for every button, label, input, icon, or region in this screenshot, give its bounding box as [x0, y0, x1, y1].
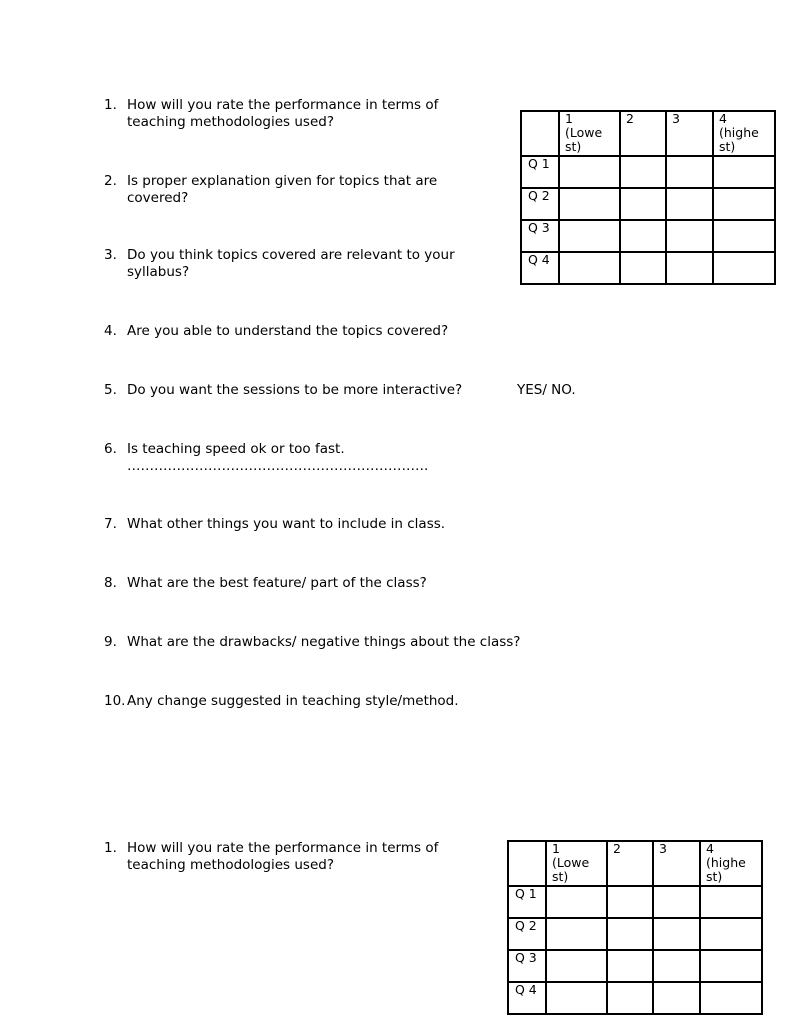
table-row: [508, 886, 762, 918]
rating-cell[interactable]: [559, 252, 620, 284]
question-number: 1.: [104, 840, 117, 856]
question-text: Is teaching speed ok or too fast.: [127, 441, 345, 457]
question-number: 6.: [104, 441, 117, 457]
rating-cell[interactable]: [620, 252, 666, 284]
rating-cell[interactable]: [559, 156, 620, 188]
rating-table: [520, 110, 776, 285]
row-label: Q 4: [521, 252, 559, 284]
rating-cell[interactable]: [559, 220, 620, 252]
header-rating-2: 2: [620, 111, 666, 156]
row-label: Q 3: [521, 220, 559, 252]
row-label: Q 1: [521, 156, 559, 188]
rating-cell[interactable]: [620, 220, 666, 252]
yes-no-options: YES/ NO.: [517, 382, 576, 398]
table-header-row: [508, 841, 762, 886]
question-3: [104, 247, 514, 281]
table-row: [521, 156, 775, 188]
row-label: Q 2: [521, 188, 559, 220]
rating-cell[interactable]: [620, 156, 666, 188]
rating-cell[interactable]: [620, 188, 666, 220]
question-6: [104, 441, 514, 475]
rating-cell[interactable]: [546, 918, 607, 950]
table-header-row: [521, 111, 775, 156]
rating-cell[interactable]: [666, 188, 713, 220]
table-corner-cell: [521, 111, 559, 156]
question-number: 8.: [104, 575, 117, 591]
question-number: 1.: [104, 97, 117, 113]
question-text: What are the drawbacks/ negative things about the class?: [127, 634, 521, 650]
rating-cell[interactable]: [700, 918, 762, 950]
rating-cell[interactable]: [607, 982, 653, 1014]
question-8: [104, 575, 514, 592]
header-rating-1: 1 (Lowe st): [559, 111, 620, 156]
question-number: 10.: [104, 693, 126, 709]
table-row: [508, 950, 762, 982]
question-5: [104, 382, 514, 399]
header-rating-1: 1 (Lowe st): [546, 841, 607, 886]
rating-cell[interactable]: [546, 950, 607, 982]
header-rating-2: 2: [607, 841, 653, 886]
rating-cell[interactable]: [700, 950, 762, 982]
question-7: [104, 516, 514, 533]
rating-cell[interactable]: [713, 188, 775, 220]
question-2: [104, 173, 514, 207]
question-text: How will you rate the performance in terms of teaching methodologies used?: [127, 840, 439, 873]
question-10: [104, 693, 514, 710]
rating-cell[interactable]: [546, 886, 607, 918]
question-number: 3.: [104, 247, 117, 263]
answer-dotted-line: ………………………………………………………….: [127, 458, 429, 474]
row-label: Q 1: [508, 886, 546, 918]
table-row: [521, 220, 775, 252]
question-text: Any change suggested in teaching style/method.: [127, 693, 459, 709]
rating-cell[interactable]: [666, 220, 713, 252]
question-text: What are the best feature/ part of the class?: [127, 575, 427, 591]
row-label: Q 3: [508, 950, 546, 982]
rating-cell[interactable]: [546, 982, 607, 1014]
question-text: What other things you want to include in class.: [127, 516, 446, 532]
rating-cell[interactable]: [653, 982, 700, 1014]
rating-cell[interactable]: [700, 982, 762, 1014]
question-text: How will you rate the performance in terms of teaching methodologies used?: [127, 97, 439, 130]
table-row: [521, 252, 775, 284]
row-label: Q 2: [508, 918, 546, 950]
question-9: [104, 634, 584, 651]
question-number: 7.: [104, 516, 117, 532]
rating-cell[interactable]: [607, 886, 653, 918]
row-label: Q 4: [508, 982, 546, 1014]
rating-cell[interactable]: [666, 156, 713, 188]
header-rating-3: 3: [653, 841, 700, 886]
rating-cell[interactable]: [559, 188, 620, 220]
rating-cell[interactable]: [700, 886, 762, 918]
question-text: Is proper explanation given for topics that are covered?: [127, 173, 438, 206]
table-row: [508, 982, 762, 1014]
question-number: 5.: [104, 382, 117, 398]
question-text: Do you think topics covered are relevant to your syllabus?: [127, 247, 455, 280]
table-corner-cell: [508, 841, 546, 886]
rating-cell[interactable]: [653, 918, 700, 950]
table-row: [508, 918, 762, 950]
rating-cell[interactable]: [666, 252, 713, 284]
rating-cell[interactable]: [607, 950, 653, 982]
header-rating-3: 3: [666, 111, 713, 156]
table-row: [521, 188, 775, 220]
rating-cell[interactable]: [713, 252, 775, 284]
rating-cell[interactable]: [713, 220, 775, 252]
rating-cell[interactable]: [607, 918, 653, 950]
question-number: 9.: [104, 634, 117, 650]
question-text: Are you able to understand the topics covered?: [127, 323, 449, 339]
rating-cell[interactable]: [653, 950, 700, 982]
question-number: 4.: [104, 323, 117, 339]
rating-cell[interactable]: [653, 886, 700, 918]
rating-table-2: [507, 840, 763, 1015]
rating-cell[interactable]: [713, 156, 775, 188]
question-text: Do you want the sessions to be more interactive?: [127, 382, 463, 398]
second-question-1: [104, 840, 514, 874]
question-4: [104, 323, 514, 340]
header-rating-4: 4 (highe st): [700, 841, 762, 886]
header-rating-4: 4 (highe st): [713, 111, 775, 156]
question-number: 2.: [104, 173, 117, 189]
question-1: [104, 97, 514, 131]
